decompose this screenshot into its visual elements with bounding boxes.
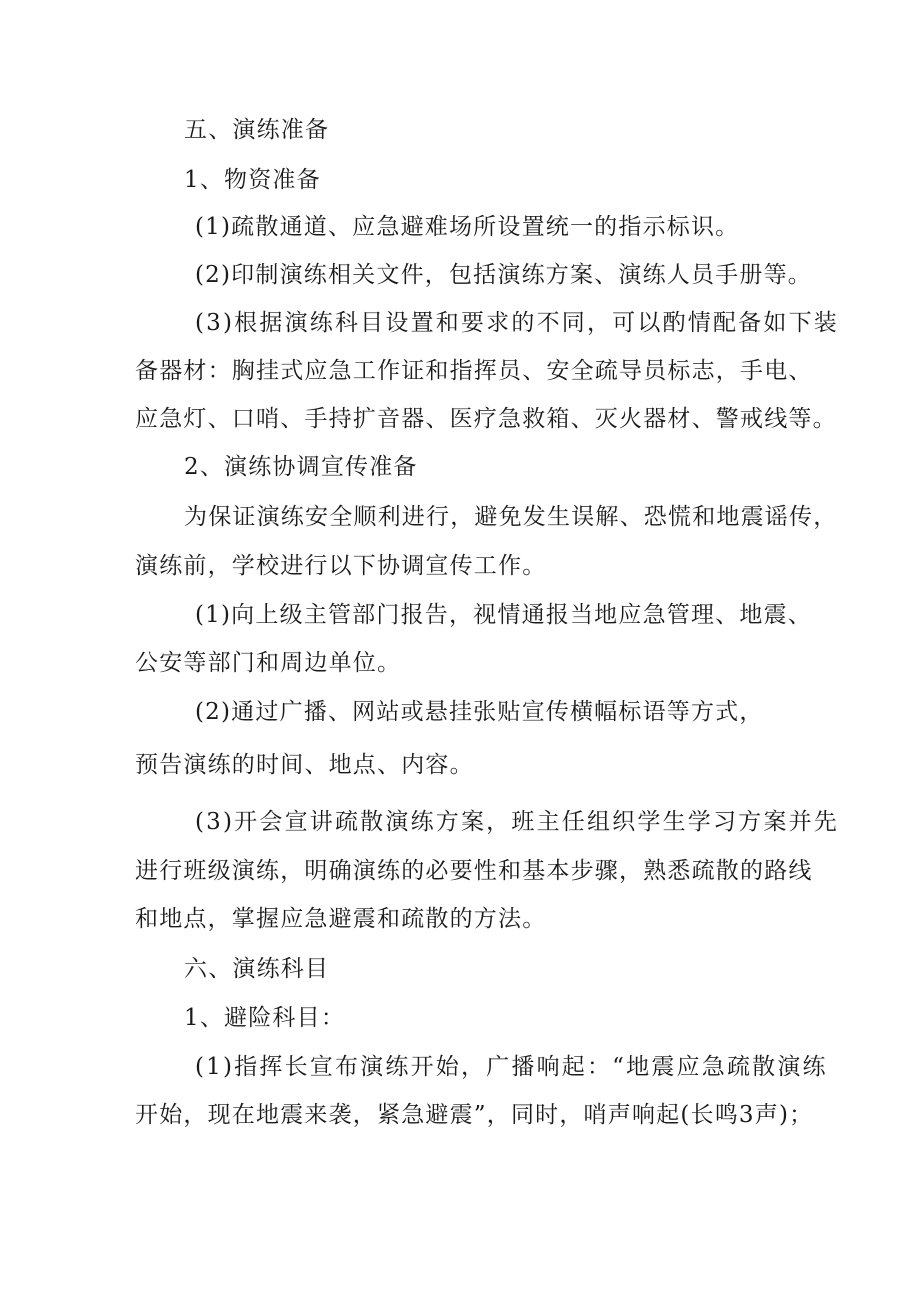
paragraph-line: 公安等部门和周边单位。 [135,650,402,676]
paragraph-line: (3)根据演练科目设置和要求的不同，可以酌情配备如下装 [195,310,839,336]
paragraph-line: 开始，现在地震来袭，紧急避震”，同时，哨声响起(长鸣3声)； [135,1102,814,1128]
paragraph-line: 应急灯、口哨、手持扩音器、医疗急救箱、灭火器材、警戒线等。 [135,406,837,432]
paragraph-line: 预告演练的时间、地点、内容。 [135,752,474,778]
paragraph-line: (3)开会宣讲疏散演练方案，班主任组织学生学习方案并先 [195,809,839,835]
paragraph-line: 备器材：胸挂式应急工作证和指挥员、安全疏导员标志，手电、 [135,358,813,384]
section-6-heading: 六、演练科目 [184,956,330,982]
paragraph-line: 为保证演练安全顺利进行，避免发生误解、恐慌和地震谣传， [184,504,838,530]
paragraph-line: (1)指挥长宣布演练开始，广播响起：“地震应急疏散演练 [195,1054,828,1080]
paragraph-line: (1)向上级主管部门报告，视情通报当地应急管理、地震、 [195,602,812,628]
paragraph-line: 进行班级演练，明确演练的必要性和基本步骤，熟悉疏散的路线 [135,858,813,884]
subsection-1-heading: 1、物资准备 [184,167,321,193]
paragraph-line: (1)疏散通道、应急避难场所设置统一的指示标识。 [195,214,740,240]
paragraph-line: (2)通过广播、网站或悬挂张贴宣传横幅标语等方式， [195,699,764,725]
subsection-1-heading: 1、避险科目： [184,1005,346,1031]
paragraph-line: 演练前，学校进行以下协调宣传工作。 [135,553,547,579]
paragraph-line: 和地点，掌握应急避震和疏散的方法。 [135,906,547,932]
subsection-2-heading: 2、演练协调宣传准备 [184,454,418,480]
paragraph-line: (2)印制演练相关文件，包括演练方案、演练人员手册等。 [195,262,812,288]
section-5-heading: 五、演练准备 [184,117,330,143]
